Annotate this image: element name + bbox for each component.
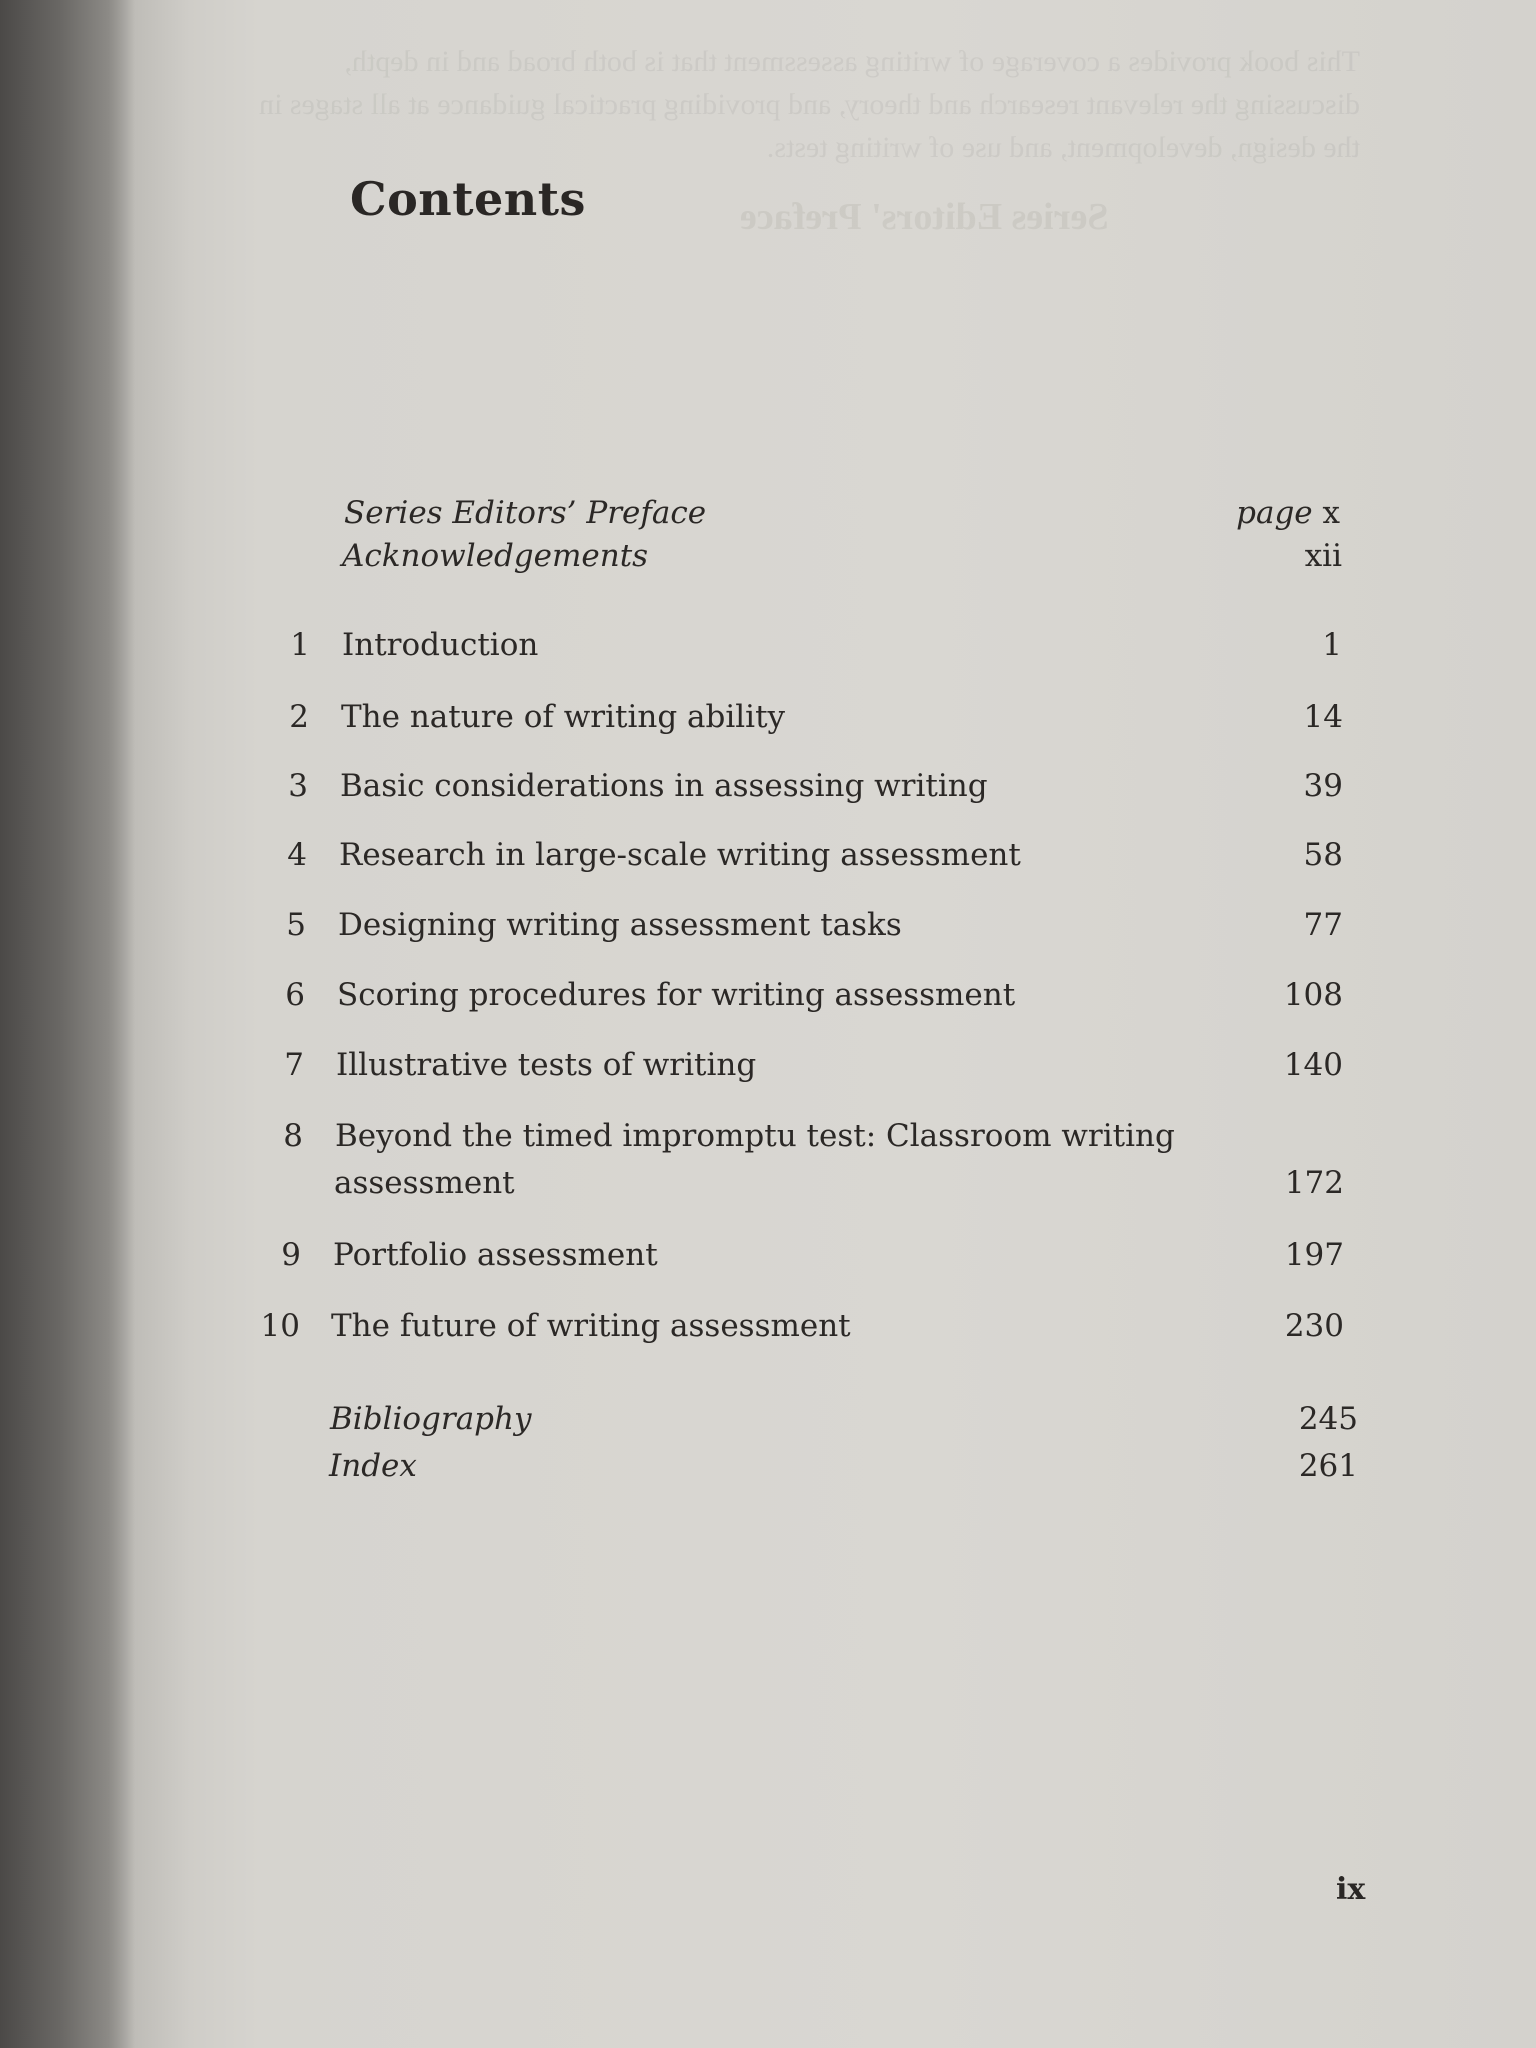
chapter-title: The future of writing assessment (331, 1308, 851, 1344)
chapter-number: 5 (286, 907, 306, 943)
chapter-page: 1 (1322, 627, 1342, 663)
chapter-page: 58 (1303, 837, 1343, 873)
chapter-number: 10 (260, 1308, 300, 1344)
chapter-title: Research in large-scale writing assessment (339, 837, 1021, 873)
chapter-page: 230 (1284, 1308, 1344, 1344)
chapter-title-line-2: assessment (334, 1165, 515, 1201)
chapter-number: 9 (281, 1237, 301, 1273)
toc-entry-label: Series Editors’ Preface (344, 495, 707, 531)
chapter-number: 4 (287, 837, 307, 873)
toc-entry-label: Acknowledgements (342, 538, 649, 574)
chapter-page: 77 (1303, 907, 1343, 943)
chapter-title: Introduction (342, 627, 539, 663)
chapter-page: 108 (1283, 977, 1343, 1013)
chapter-page: 14 (1303, 699, 1343, 735)
chapter-title: Basic considerations in assessing writing (340, 768, 988, 804)
chapter-title-line-1: Beyond the timed impromptu test: Classroom writing (335, 1118, 1175, 1154)
chapter-number: 3 (288, 768, 308, 804)
page-number: x (1322, 495, 1340, 531)
chapter-title: Illustrative tests of writing (336, 1047, 757, 1083)
show-through-text: This book provides a coverage of writing assessment that is both broad and in depth, discussing the relevant research and theory, and providing practical guidance at all stages in the design, development, and use of writing tests. (251, 45, 1360, 164)
toc-entry-page: 245 (1298, 1401, 1358, 1437)
chapter-title: Portfolio assessment (333, 1237, 658, 1273)
chapter-page: 197 (1284, 1237, 1344, 1273)
page-folio: ix (1336, 1872, 1366, 1907)
chapter-number: 2 (289, 699, 309, 735)
page-prefix: page (1236, 495, 1313, 531)
chapter-title: The nature of writing ability (341, 699, 786, 735)
toc-entry-label: Index (329, 1448, 417, 1484)
chapter-page: 172 (1284, 1165, 1344, 1201)
page-title: Contents (350, 172, 586, 226)
chapter-page: 39 (1303, 768, 1343, 804)
chapter-page: 140 (1283, 1047, 1343, 1083)
toc-entry-page (1140, 490, 1340, 536)
chapter-title: Scoring procedures for writing assessment (337, 977, 1016, 1013)
toc-entry-page: xii (1304, 538, 1342, 574)
toc-entry-page: 261 (1298, 1448, 1358, 1484)
chapter-number: 8 (283, 1118, 303, 1154)
chapter-number: 6 (285, 977, 305, 1013)
chapter-title: Designing writing assessment tasks (338, 907, 902, 943)
chapter-number: 1 (290, 627, 310, 663)
show-through-heading: Series Editors' Preface (740, 196, 1109, 238)
toc-entry-label: Bibliography (330, 1401, 532, 1437)
chapter-number: 7 (284, 1047, 304, 1083)
